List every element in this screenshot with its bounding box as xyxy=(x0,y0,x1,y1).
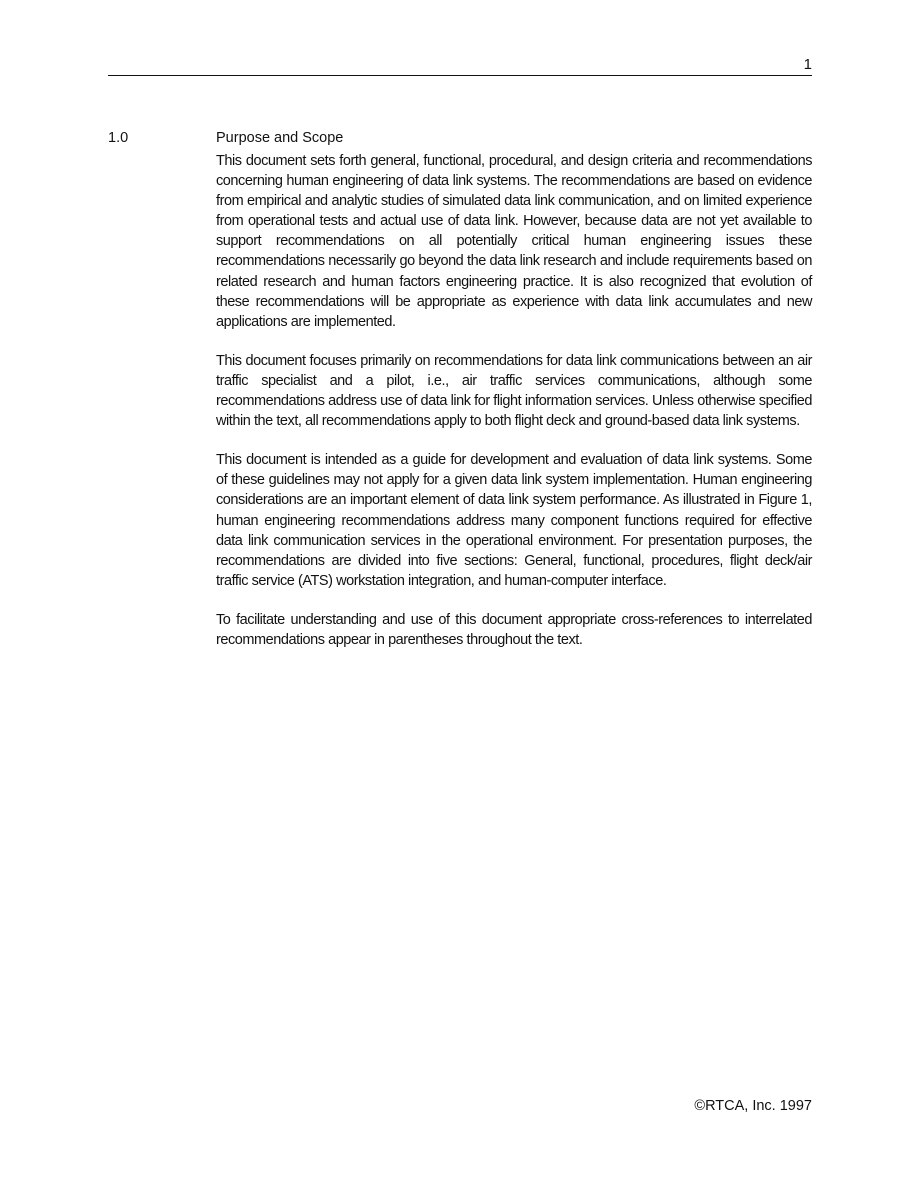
section-body xyxy=(216,151,812,669)
copyright-notice: ©RTCA, Inc. 1997 xyxy=(694,1098,812,1114)
paragraph-focus: This document focuses primarily on recommendations for data link communications between an air traffic specialist and a pilot, i.e., air traffic services communications, although some recommendations address use of data link for flight information services. Unless otherwise specified within the text, all recommendations apply to both flight deck and ground-based data link systems. xyxy=(216,352,812,430)
section-heading: Purpose and Scope xyxy=(216,130,344,146)
page-number: 1 xyxy=(803,56,812,73)
paragraph-cross-references: To facilitate understanding and use of this document appropriate cross-references to interrelated recommendations appear in parentheses throughout the text. xyxy=(216,611,812,648)
paragraph-purpose: This document sets forth general, functional, procedural, and design criteria and recommendations concerning human engineering of data link systems. The recommendations are based on evidence from empirical and analytic studies of simulated data link communication, and on limited experience from operational tests and actual use of data link. However, because data are not yet available to support recommendations on all potentially critical human engineering issues these recommendations necessarily go beyond the data link research and include requirements based on related research and human factors engineering practice. It is also recognized that evolution of these recommendations will be appropriate as experience with data link accumulates and new applications are implemented. xyxy=(216,153,812,330)
header-rule xyxy=(108,75,812,76)
section-number: 1.0 xyxy=(108,130,129,146)
paragraph-guide: This document is intended as a guide for development and evaluation of data link systems. Some of these guidelines may not apply for a given data link system implementation. Human engineering considerations are an important element of data link system performance. As illustrated in Figure 1, human engineering recommendations address many component functions required for effective data link communication services in the operational environment. For presentation purposes, the recommendations are divided into five sections: General, functional, procedures, flight deck/air traffic service (ATS) workstation integration, and human-computer interface. xyxy=(216,452,812,589)
